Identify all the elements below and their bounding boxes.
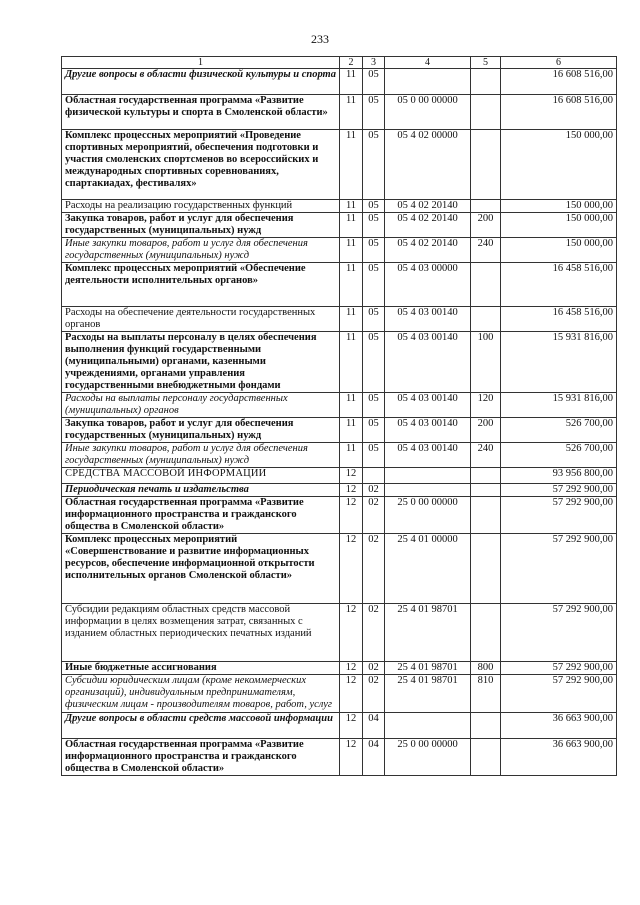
table-row xyxy=(62,418,617,443)
table-row xyxy=(62,443,617,468)
row-section-cell: 12 xyxy=(340,497,363,534)
row-amount-cell: 57 292 900,00 xyxy=(501,497,617,534)
row-subsection-cell: 04 xyxy=(363,739,385,776)
row-section-cell: 11 xyxy=(340,238,363,263)
row-target-code-cell: 05 0 00 00000 xyxy=(385,95,471,130)
row-subsection-cell: 05 xyxy=(363,69,385,95)
header-cell: 5 xyxy=(471,57,501,69)
row-expense-type-cell xyxy=(471,200,501,213)
row-expense-type-cell: 240 xyxy=(471,443,501,468)
row-name-cell: Комплекс процессных мероприятий «Обеспечение деятельности исполнительных органов» xyxy=(62,263,340,307)
row-section-cell: 11 xyxy=(340,95,363,130)
row-amount-cell: 57 292 900,00 xyxy=(501,534,617,604)
row-amount-cell: 93 956 800,00 xyxy=(501,468,617,484)
row-name-cell: СРЕДСТВА МАССОВОЙ ИНФОРМАЦИИ xyxy=(62,468,340,484)
row-section-cell: 11 xyxy=(340,263,363,307)
header-cell: 4 xyxy=(385,57,471,69)
table-row xyxy=(62,662,617,675)
row-name-cell: Расходы на выплаты персоналу в целях обеспечения выполнения функций государственными (муниципальными) органами, казенными учреждениями, органами управления государственными внебюджетными фондами xyxy=(62,332,340,393)
row-target-code-cell: 25 4 01 98701 xyxy=(385,662,471,675)
row-amount-cell: 150 000,00 xyxy=(501,213,617,238)
row-expense-type-cell xyxy=(471,95,501,130)
table-row xyxy=(62,130,617,200)
row-name-cell: Иные закупки товаров, работ и услуг для обеспечения государственных (муниципальных) нужд xyxy=(62,238,340,263)
row-section-cell: 11 xyxy=(340,332,363,393)
row-section-cell: 11 xyxy=(340,418,363,443)
row-amount-cell: 150 000,00 xyxy=(501,238,617,263)
row-target-code-cell xyxy=(385,468,471,484)
row-subsection-cell: 05 xyxy=(363,307,385,332)
header-cell: 1 xyxy=(62,57,340,69)
table-row xyxy=(62,468,617,484)
table-row xyxy=(62,95,617,130)
row-subsection-cell: 05 xyxy=(363,238,385,263)
header-cell: 6 xyxy=(501,57,617,69)
row-section-cell: 12 xyxy=(340,713,363,739)
row-name-cell: Другие вопросы в области физической культуры и спорта xyxy=(62,69,340,95)
row-target-code-cell xyxy=(385,69,471,95)
row-amount-cell: 150 000,00 xyxy=(501,130,617,200)
row-expense-type-cell xyxy=(471,497,501,534)
row-target-code-cell: 05 4 02 20140 xyxy=(385,200,471,213)
row-section-cell: 12 xyxy=(340,675,363,713)
row-expense-type-cell xyxy=(471,534,501,604)
row-target-code-cell: 05 4 03 00140 xyxy=(385,418,471,443)
table-row xyxy=(62,713,617,739)
row-section-cell: 11 xyxy=(340,443,363,468)
table-row xyxy=(62,200,617,213)
table-row xyxy=(62,604,617,662)
row-amount-cell: 36 663 900,00 xyxy=(501,713,617,739)
row-name-cell: Расходы на выплаты персоналу государственных (муниципальных) органов xyxy=(62,393,340,418)
row-section-cell: 11 xyxy=(340,200,363,213)
row-name-cell: Субсидии редакциям областных средств массовой информации в целях возмещения затрат, связанных с изданием областных периодических печатных изданий xyxy=(62,604,340,662)
row-amount-cell: 16 608 516,00 xyxy=(501,69,617,95)
row-name-cell: Комплекс процессных мероприятий «Проведение спортивных мероприятий, обеспечения подготовки и участия смоленских спортсменов во всероссийских и международных спортивных соревнованиях, спартакиадах, фестивалях» xyxy=(62,130,340,200)
row-section-cell: 11 xyxy=(340,393,363,418)
row-expense-type-cell xyxy=(471,263,501,307)
row-name-cell: Расходы на реализацию государственных функций xyxy=(62,200,340,213)
table-row xyxy=(62,307,617,332)
header-cell: 2 xyxy=(340,57,363,69)
row-name-cell: Областная государственная программа «Развитие информационного пространства и гражданского общества в Смоленской области» xyxy=(62,497,340,534)
table-row xyxy=(62,534,617,604)
row-expense-type-cell xyxy=(471,604,501,662)
row-amount-cell: 36 663 900,00 xyxy=(501,739,617,776)
row-expense-type-cell: 200 xyxy=(471,418,501,443)
row-expense-type-cell xyxy=(471,468,501,484)
row-section-cell: 12 xyxy=(340,662,363,675)
row-subsection-cell: 04 xyxy=(363,713,385,739)
row-subsection-cell: 05 xyxy=(363,393,385,418)
row-name-cell: Областная государственная программа «Развитие информационного пространства и гражданского общества в Смоленской области» xyxy=(62,739,340,776)
row-target-code-cell: 25 0 00 00000 xyxy=(385,739,471,776)
row-subsection-cell: 02 xyxy=(363,662,385,675)
row-name-cell: Другие вопросы в области средств массовой информации xyxy=(62,713,340,739)
row-section-cell: 11 xyxy=(340,130,363,200)
row-expense-type-cell: 240 xyxy=(471,238,501,263)
header-cell: 3 xyxy=(363,57,385,69)
row-subsection-cell: 02 xyxy=(363,484,385,497)
row-target-code-cell: 05 4 03 00140 xyxy=(385,443,471,468)
row-amount-cell: 526 700,00 xyxy=(501,418,617,443)
row-expense-type-cell: 100 xyxy=(471,332,501,393)
table-row xyxy=(62,393,617,418)
row-amount-cell: 57 292 900,00 xyxy=(501,662,617,675)
row-section-cell: 12 xyxy=(340,534,363,604)
row-name-cell: Иные закупки товаров, работ и услуг для обеспечения государственных (муниципальных) нужд xyxy=(62,443,340,468)
row-expense-type-cell xyxy=(471,130,501,200)
row-amount-cell: 15 931 816,00 xyxy=(501,332,617,393)
table-row xyxy=(62,484,617,497)
row-target-code-cell: 05 4 02 00000 xyxy=(385,130,471,200)
row-target-code-cell: 05 4 02 20140 xyxy=(385,213,471,238)
table-row xyxy=(62,69,617,95)
row-target-code-cell: 25 4 01 00000 xyxy=(385,534,471,604)
page-number: 233 xyxy=(311,32,329,46)
row-target-code-cell: 05 4 03 00000 xyxy=(385,263,471,307)
row-name-cell: Закупка товаров, работ и услуг для обеспечения государственных (муниципальных) нужд xyxy=(62,213,340,238)
row-amount-cell: 57 292 900,00 xyxy=(501,675,617,713)
row-name-cell: Закупка товаров, работ и услуг для обеспечения государственных (муниципальных) нужд xyxy=(62,418,340,443)
table-row xyxy=(62,739,617,776)
row-target-code-cell: 25 4 01 98701 xyxy=(385,675,471,713)
row-subsection-cell: 05 xyxy=(363,95,385,130)
row-subsection-cell: 05 xyxy=(363,332,385,393)
row-amount-cell: 526 700,00 xyxy=(501,443,617,468)
row-subsection-cell: 05 xyxy=(363,263,385,307)
row-section-cell: 12 xyxy=(340,468,363,484)
row-expense-type-cell: 200 xyxy=(471,213,501,238)
row-target-code-cell: 25 0 00 00000 xyxy=(385,497,471,534)
row-name-cell: Периодическая печать и издательства xyxy=(62,484,340,497)
row-target-code-cell xyxy=(385,484,471,497)
row-expense-type-cell xyxy=(471,713,501,739)
row-name-cell: Расходы на обеспечение деятельности государственных органов xyxy=(62,307,340,332)
row-expense-type-cell: 810 xyxy=(471,675,501,713)
budget-table xyxy=(61,56,617,776)
row-amount-cell: 16 608 516,00 xyxy=(501,95,617,130)
row-subsection-cell: 05 xyxy=(363,418,385,443)
table-row xyxy=(62,238,617,263)
row-expense-type-cell xyxy=(471,739,501,776)
row-target-code-cell: 05 4 02 20140 xyxy=(385,238,471,263)
row-section-cell: 11 xyxy=(340,213,363,238)
row-target-code-cell: 05 4 03 00140 xyxy=(385,393,471,418)
row-amount-cell: 16 458 516,00 xyxy=(501,263,617,307)
row-expense-type-cell: 120 xyxy=(471,393,501,418)
table-row xyxy=(62,263,617,307)
row-amount-cell: 57 292 900,00 xyxy=(501,604,617,662)
row-expense-type-cell xyxy=(471,307,501,332)
row-target-code-cell: 25 4 01 98701 xyxy=(385,604,471,662)
row-name-cell: Субсидии юридическим лицам (кроме некоммерческих организаций), индивидуальным предпринимателям, физическим лицам - производителям товаров, работ, услуг xyxy=(62,675,340,713)
row-target-code-cell: 05 4 03 00140 xyxy=(385,307,471,332)
table-row xyxy=(62,213,617,238)
row-target-code-cell xyxy=(385,713,471,739)
row-section-cell: 12 xyxy=(340,604,363,662)
row-expense-type-cell xyxy=(471,69,501,95)
row-subsection-cell: 05 xyxy=(363,213,385,238)
row-subsection-cell: 02 xyxy=(363,604,385,662)
row-name-cell: Комплекс процессных мероприятий «Совершенствование и развитие информационных ресурсов, обеспечение информационной открытости исполнительных органов Смоленской области» xyxy=(62,534,340,604)
table-header-row xyxy=(62,57,617,69)
row-subsection-cell: 02 xyxy=(363,675,385,713)
row-amount-cell: 57 292 900,00 xyxy=(501,484,617,497)
row-name-cell: Иные бюджетные ассигнования xyxy=(62,662,340,675)
row-amount-cell: 15 931 816,00 xyxy=(501,393,617,418)
row-subsection-cell: 05 xyxy=(363,200,385,213)
row-section-cell: 11 xyxy=(340,307,363,332)
row-expense-type-cell: 800 xyxy=(471,662,501,675)
row-subsection-cell: 02 xyxy=(363,497,385,534)
row-amount-cell: 150 000,00 xyxy=(501,200,617,213)
row-subsection-cell: 05 xyxy=(363,443,385,468)
row-section-cell: 12 xyxy=(340,484,363,497)
table-row xyxy=(62,497,617,534)
row-expense-type-cell xyxy=(471,484,501,497)
row-subsection-cell: 05 xyxy=(363,130,385,200)
row-section-cell: 12 xyxy=(340,739,363,776)
table-row xyxy=(62,675,617,713)
row-target-code-cell: 05 4 03 00140 xyxy=(385,332,471,393)
row-subsection-cell: 02 xyxy=(363,534,385,604)
row-amount-cell: 16 458 516,00 xyxy=(501,307,617,332)
row-subsection-cell xyxy=(363,468,385,484)
row-section-cell: 11 xyxy=(340,69,363,95)
table-row xyxy=(62,332,617,393)
row-name-cell: Областная государственная программа «Развитие физической культуры и спорта в Смоленской области» xyxy=(62,95,340,130)
